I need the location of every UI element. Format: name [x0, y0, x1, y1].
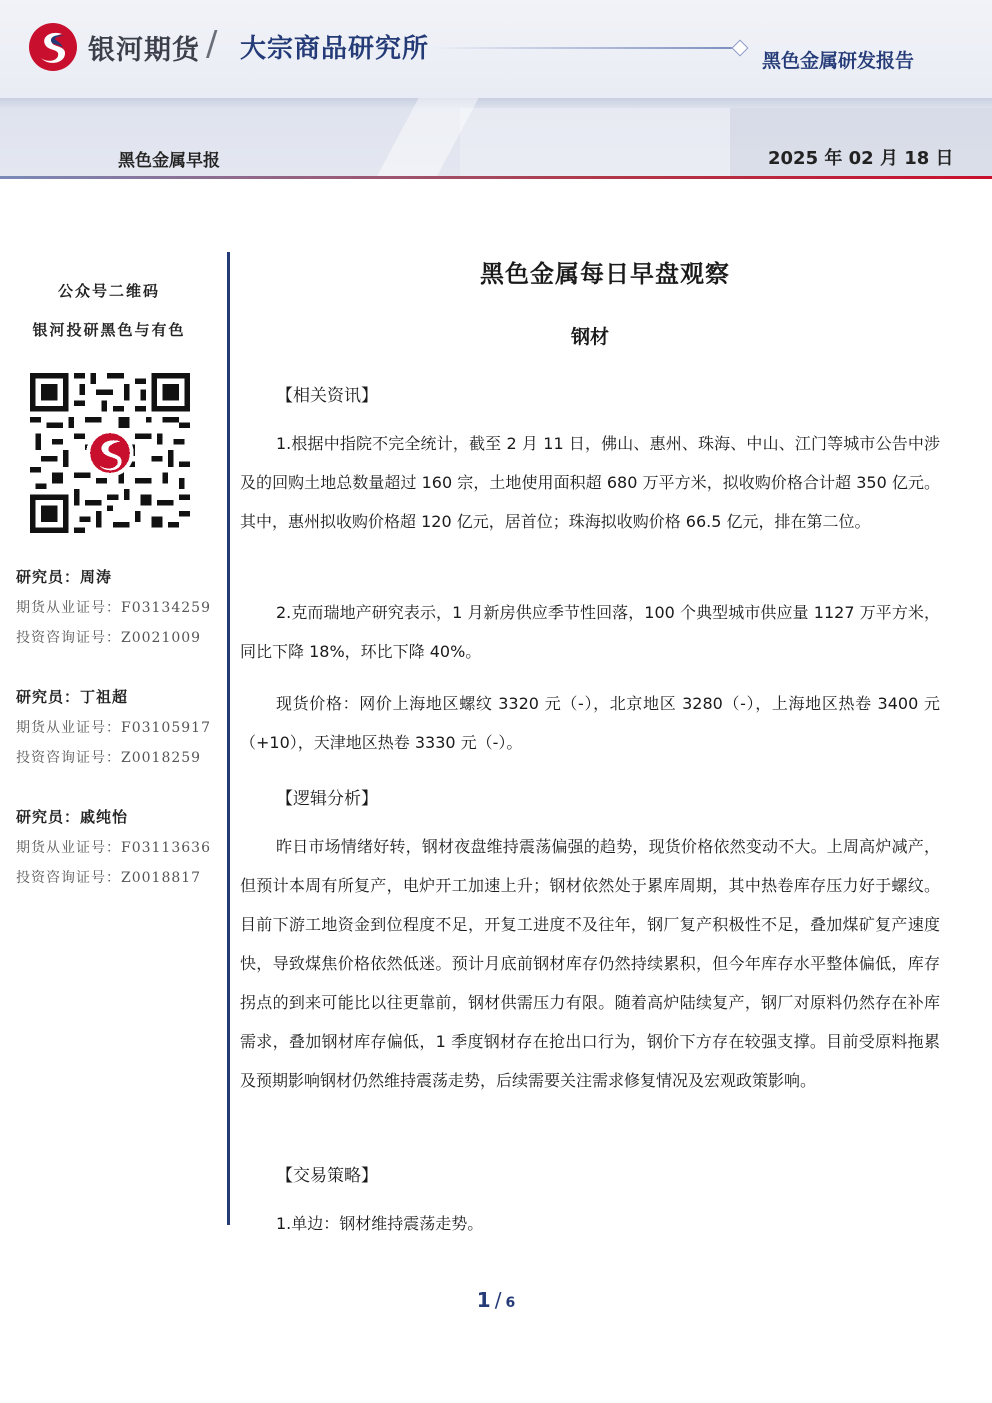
futures-cert: 期货从业证号：F03134259 [16, 600, 211, 616]
section-subtitle: 钢材 [570, 326, 609, 348]
header-rule [432, 47, 732, 49]
page-current: 1 [476, 1288, 491, 1312]
researcher-name: 研究员：周涛 [16, 568, 113, 586]
report-type: 黑色金属研发报告 [762, 50, 915, 72]
institute-name: 大宗商品研究所 [240, 34, 430, 64]
page-number [0, 1288, 992, 1312]
document-title: 黑色金属每日早盘观察 [480, 260, 730, 288]
band-accent-line [0, 176, 992, 179]
advisory-cert: 投资咨询证号：Z0021009 [16, 630, 202, 646]
sidebar-divider [227, 252, 230, 1225]
advisory-cert: 投资咨询证号：Z0018817 [16, 870, 202, 886]
qr-caption-2: 银河投研黑色与有色 [32, 321, 186, 339]
report-date: 2025 年 02 月 18 日 [768, 148, 954, 169]
page-separator: / [494, 1288, 502, 1312]
qr-code-icon [30, 373, 190, 533]
brand-divider: / [206, 24, 218, 64]
brand-name: 银河期货 [88, 35, 200, 66]
logic-paragraph: 昨日市场情绪好转，钢材夜盘维持震荡偏强的趋势，现货价格依然变动不大。上周高炉减产，但预计本周有所复产，电炉开工加速上升；钢材依然处于累库周期，其中热卷库存压力好于螺纹。目前下游工地资金到位程度不足，开复工进度不及往年，钢厂复产积极性不足，叠加煤矿复产速度快，导致煤焦价格依然低迷。预计月底前钢材库存仍然持续累积，但今年库存水平整体偏低，库存拐点的到来可能比以往更靠前，钢材供需压力有限。随着高炉陆续复产，钢厂对原料仍然存在补库需求，叠加钢材库存偏低，1 季度钢材存在抢出口行为，钢价下方存在较强支撑。目前受原料拖累及预期影响钢材仍然维持震荡走势，后续需要关注需求修复情况及宏观政策影响。 [240, 837, 940, 1090]
strategy-item-1: 1.单边：钢材维持震荡走势。 [276, 1214, 484, 1233]
news-item-1: 1.根据中指院不完全统计，截至 2 月 11 日，佛山、惠州、珠海、中山、江门等城市公告中涉及的回购土地总数量超过 160 宗，土地使用面积超 680 万平方米，拟收购价格合计超 350 亿元。其中，惠州拟收购价格超 120 亿元，居首位；珠海拟收购价格 66.5 亿元，排在第二位。 [240, 434, 940, 531]
spot-price-paragraph: 现货价格：网价上海地区螺纹 3320 元（-），北京地区 3280（-），上海地区热卷 3400 元（+10），天津地区热卷 3330 元（-）。 [240, 694, 940, 752]
galaxy-logo-icon [28, 22, 78, 72]
logic-heading: 【逻辑分析】 [276, 789, 378, 809]
researcher-name: 研究员：戚纯怡 [16, 808, 129, 826]
researcher-name: 研究员：丁祖超 [16, 688, 129, 706]
futures-cert: 期货从业证号：F03105917 [16, 720, 211, 736]
diamond-icon [732, 40, 749, 57]
futures-cert: 期货从业证号：F03113636 [16, 840, 211, 856]
news-item-2: 2.克而瑞地产研究表示，1 月新房供应季节性回落，100 个典型城市供应量 1127 万平方米，同比下降 18%，环比下降 40%。 [240, 603, 940, 661]
report-series-title: 黑色金属早报 [118, 151, 220, 171]
news-heading: 【相关资讯】 [276, 386, 378, 406]
report-header [0, 0, 992, 98]
page-total: 6 [505, 1295, 516, 1311]
strategy-heading: 【交易策略】 [276, 1166, 378, 1186]
title-band [0, 98, 992, 176]
advisory-cert: 投资咨询证号：Z0018259 [16, 750, 202, 766]
band-decoration [460, 108, 730, 176]
qr-caption-1: 公众号二维码 [57, 282, 160, 300]
